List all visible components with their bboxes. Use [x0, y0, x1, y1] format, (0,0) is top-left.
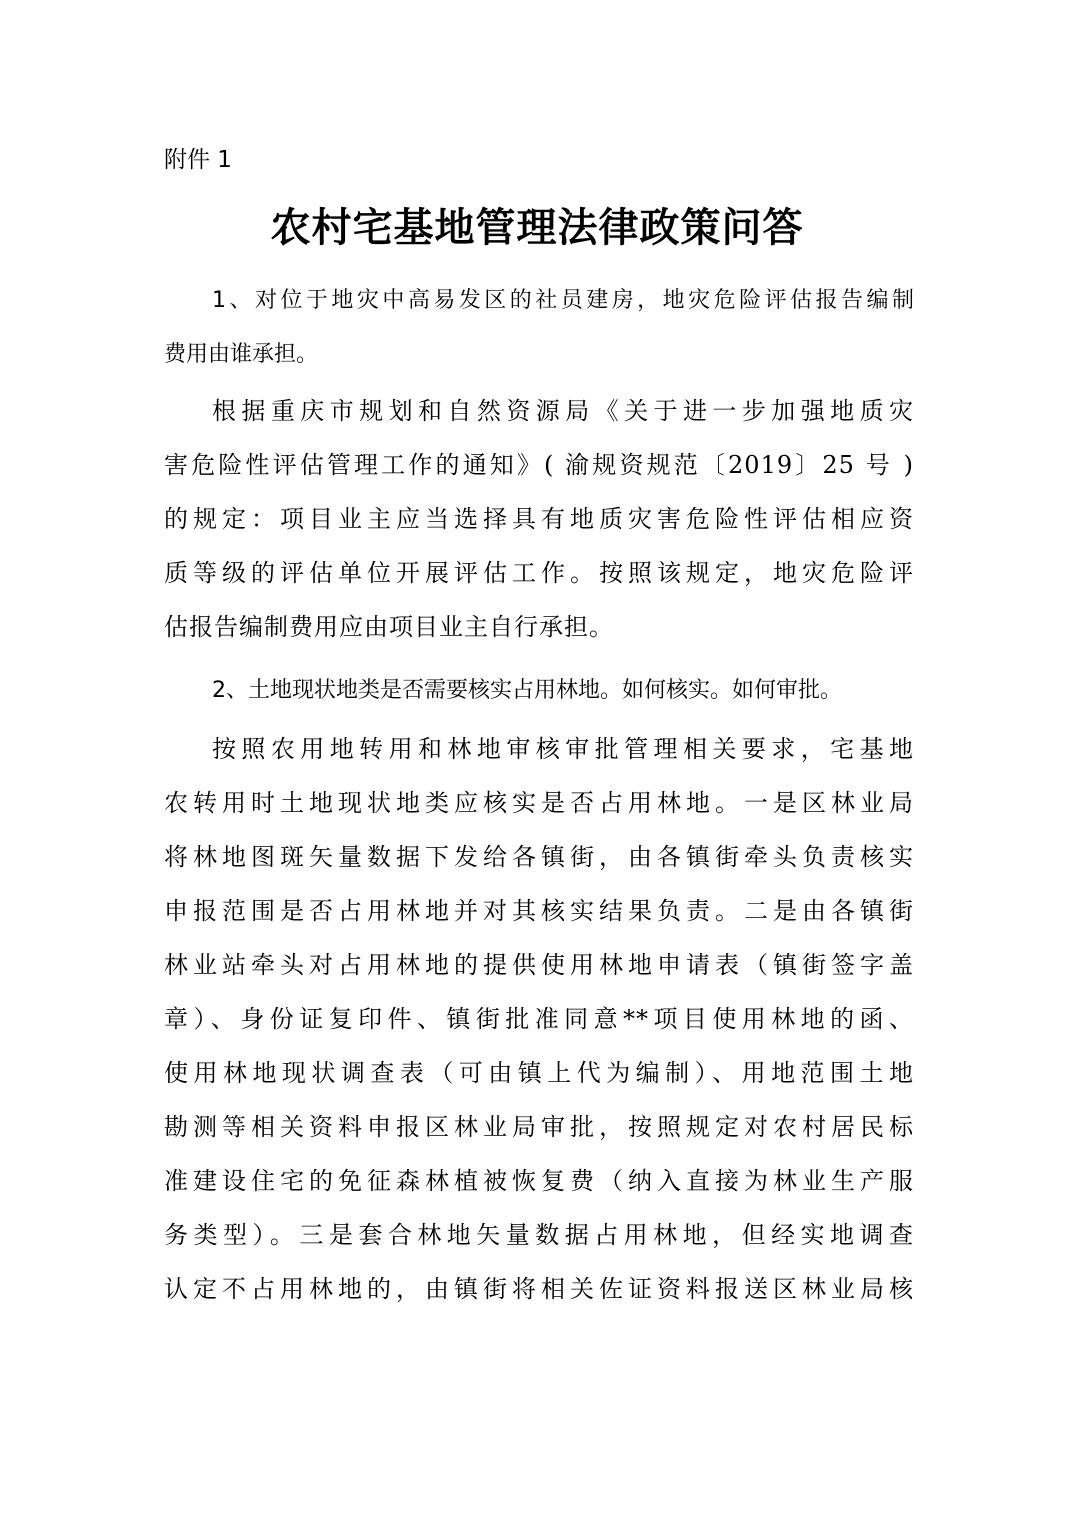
answer-2-line: 认定不占用林地的，由镇街将相关佐证资料报送区林业局核: [164, 1275, 914, 1303]
question-1: [164, 274, 914, 382]
answer-2-line: 务类型）。三是套合林地矢量数据占用林地，但经实地调查: [164, 1221, 914, 1249]
answer-2-line: 申报范围是否占用林地并对其核实结果负责。二是由各镇街: [164, 897, 914, 925]
answer-1-line: 估报告编制费用应由项目业主自行承担。: [164, 613, 614, 641]
answer-2-line: 农转用时土地现状地类应核实是否占用林地。一是区林业局: [164, 789, 914, 817]
answer-2-line: 准建设住宅的免征森林植被恢复费（纳入直接为林业生产服: [164, 1167, 914, 1195]
document-title: 农村宅基地管理法律政策问答: [270, 204, 804, 251]
answer-2: [164, 722, 914, 1316]
answer-2-line: 勘测等相关资料申报区林业局审批，按照规定对农村居民标: [164, 1113, 914, 1141]
answer-2-line: 章）、身份证复印件、镇街批准同意**项目使用林地的函、: [164, 1005, 914, 1033]
answer-2-line: 将林地图斑矢量数据下发给各镇街，由各镇街牵头负责核实: [164, 843, 914, 871]
question-2: [164, 664, 914, 718]
answer-2-line: 使用林地现状调查表（可由镇上代为编制）、用地范围土地: [164, 1059, 914, 1087]
answer-1-line: 质等级的评估单位开展评估工作。按照该规定，地灾危险评: [164, 559, 914, 587]
answer-1-line: 根据重庆市规划和自然资源局《关于进一步加强地质灾: [212, 397, 914, 425]
question-1-line: 费用由谁承担。: [164, 342, 319, 367]
answer-1: [164, 384, 914, 654]
attachment-label: 附件 1: [164, 147, 232, 173]
answer-1-line: 害危险性评估管理工作的通知》( 渝规资规范〔2019〕25 号 ): [164, 451, 914, 479]
question-2-line: 2、土地现状地类是否需要核实占用林地。如何核实。如何审批。: [212, 678, 842, 703]
answer-2-line: 林业站牵头对占用林地的提供使用林地申请表（镇街签字盖: [164, 951, 914, 979]
answer-1-line: 的规定：项目业主应当选择具有地质灾害危险性评估相应资: [164, 505, 914, 533]
question-1-line: 1、对位于地灾中高易发区的社员建房，地灾危险评估报告编制: [212, 288, 914, 313]
answer-2-line: 按照农用地转用和林地审核审批管理相关要求，宅基地: [212, 735, 914, 763]
